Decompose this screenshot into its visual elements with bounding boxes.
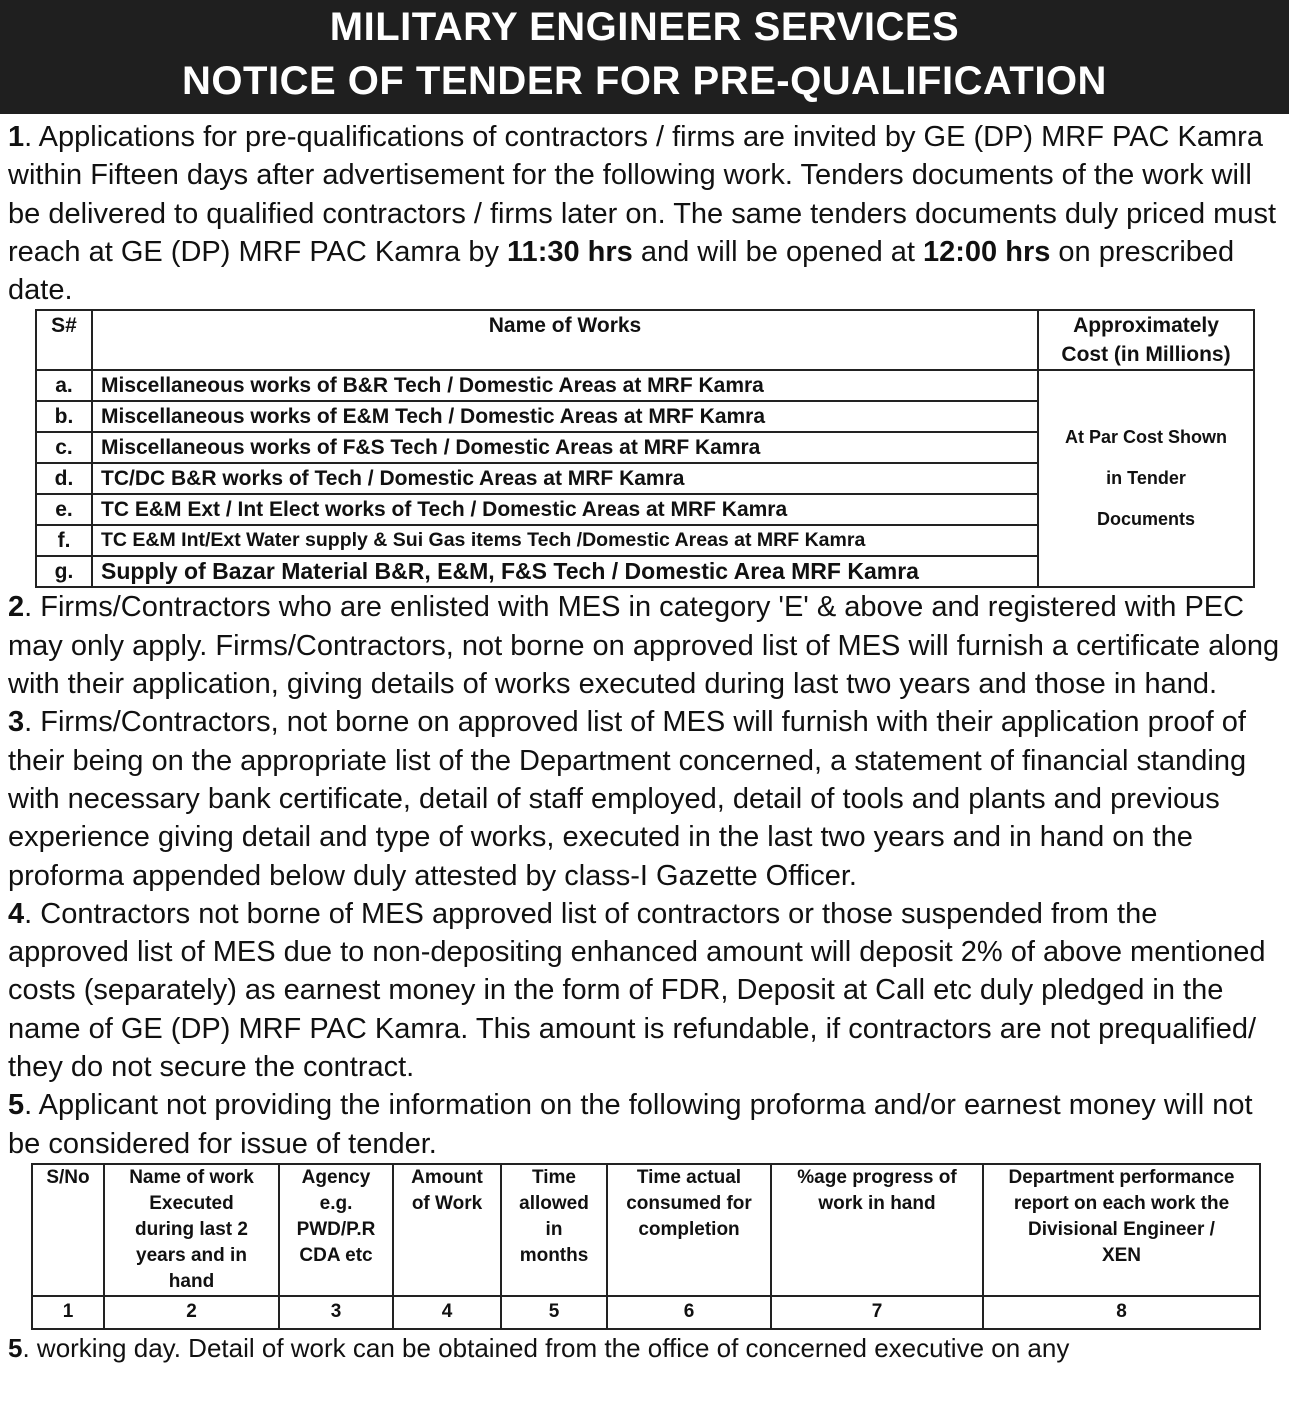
proforma-header: Name of work Executed during last 2 years and in hand (104, 1164, 279, 1296)
paragraph-6-text: . working day. Detail of work can be obtained from the office of concerned executive on any (22, 1332, 1070, 1363)
paragraph-6 (8, 1330, 1281, 1366)
paragraph-5 (8, 1086, 1281, 1163)
work-name: TC/DC B&R works of Tech / Domestic Areas at MRF Kamra (92, 463, 1038, 494)
proforma-number: 6 (607, 1296, 771, 1329)
work-sn: a. (36, 370, 92, 401)
proforma-header: Amount of Work (393, 1164, 501, 1296)
paragraph-4-text: . Contractors not borne of MES approved list of contractors or those suspended from the approved list of MES due to non-depositing enhanced amount will deposit 2% of above mentioned costs (separately) as earnest money in the form of FDR, Deposit at Call etc duly pledged in the name of GE (DP) MRF PAC Kamra. This amount is refundable, if contractors are not prequalified/ they do not secure the contract. (8, 897, 1266, 1084)
work-name: Miscellaneous works of B&R Tech / Domestic Areas at MRF Kamra (92, 370, 1038, 401)
header-title: MILITARY ENGINEER SERVICES (329, 5, 960, 49)
paragraph-3 (8, 703, 1281, 894)
work-sn: e. (36, 494, 92, 525)
paragraph-3-number: 3 (8, 706, 25, 739)
proforma-number: 5 (501, 1296, 607, 1329)
work-sn: g. (36, 556, 92, 587)
cost-note-line3: Documents (1096, 509, 1195, 530)
proforma-number: 7 (771, 1296, 983, 1329)
cost-note (1038, 370, 1254, 587)
works-header-name: Name of Works (92, 310, 1038, 370)
proforma-header: Department performance report on each work the Divisional Engineer / XEN (983, 1164, 1260, 1296)
paragraph-2-number: 2 (8, 591, 25, 624)
work-sn: b. (36, 401, 92, 432)
proforma-header: Agency e.g. PWD/P.R CDA etc (279, 1164, 393, 1296)
opening-time: 12:00 hrs (923, 235, 1051, 268)
cost-note-line2: in Tender (1106, 468, 1186, 489)
paragraph-2-text: . Firms/Contractors who are enlisted with MES in category 'E' & above and registered with PEC may only apply. Firms/Contractors, not borne on approved list of MES will furnish a certificate along with their application, giving details of works executed during last two years and those in hand. (8, 591, 1280, 701)
paragraph-1-number: 1 (8, 121, 25, 153)
notice-header (0, 0, 1289, 114)
paragraph-4 (8, 895, 1281, 1086)
paragraph-3-text: . Firms/Contractors, not borne on approved list of MES will furnish with their application proof of their being on the appropriate list of the Department concerned, a statement of financial standing with necessary bank certificate, detail of staff employed, detail of tools and plants and previous experience giving detail and type of works, executed in the last two years and in hand on the proforma appended below duly attested by class-I Gazette Officer. (8, 706, 1247, 892)
paragraph-4-number: 4 (8, 897, 25, 930)
paragraph-6-number: 5 (8, 1332, 23, 1363)
proforma-header: Time actual consumed for completion (607, 1164, 771, 1296)
proforma-table (31, 1163, 1261, 1330)
proforma-header-row (32, 1164, 1260, 1296)
table-row (36, 370, 1254, 401)
work-name: TC E&M Ext / Int Elect works of Tech / Domestic Areas at MRF Kamra (92, 494, 1038, 525)
proforma-number-row (32, 1296, 1260, 1329)
proforma-header: S/No (32, 1164, 104, 1296)
proforma-header: Time allowed in months (501, 1164, 607, 1296)
work-name: Supply of Bazar Material B&R, E&M, F&S Tech / Domestic Area MRF Kamra (92, 556, 1038, 587)
works-header-cost-line2: Cost (in Millions) (1061, 343, 1231, 367)
paragraph-1 (8, 118, 1281, 309)
paragraph-5-number: 5 (8, 1089, 25, 1122)
work-sn: d. (36, 463, 92, 494)
paragraph-5-text: . Applicant not providing the information on the following proforma and/or earnest money will not be considered for issue of tender. (8, 1089, 1253, 1160)
paragraph-2 (8, 588, 1281, 703)
paragraph-1-text-c: on prescribed date. (8, 235, 1235, 307)
works-header-sn: S# (36, 310, 92, 370)
works-header-cost (1038, 310, 1254, 370)
submission-time: 11:30 hrs (507, 235, 633, 268)
proforma-number: 3 (279, 1296, 393, 1329)
proforma-number: 4 (393, 1296, 501, 1329)
cost-note-line1: At Par Cost Shown (1064, 427, 1227, 448)
proforma-header: %age progress of work in hand (771, 1164, 983, 1296)
work-name: TC E&M Int/Ext Water supply & Sui Gas items Tech /Domestic Areas at MRF Kamra (92, 525, 1038, 556)
header-subtitle: NOTICE OF TENDER FOR PRE-QUALIFICATION (182, 59, 1107, 103)
work-name: Miscellaneous works of E&M Tech / Domestic Areas at MRF Kamra (92, 401, 1038, 432)
works-header-cost-line1: Approximately (1073, 314, 1219, 338)
proforma-number: 8 (983, 1296, 1260, 1329)
work-name: Miscellaneous works of F&S Tech / Domestic Areas at MRF Kamra (92, 432, 1038, 463)
work-sn: c. (36, 432, 92, 463)
works-table-header-row (36, 310, 1254, 370)
work-sn: f. (36, 525, 92, 556)
paragraph-1-text-b: and will be opened at (632, 235, 924, 268)
works-table (35, 309, 1255, 588)
proforma-number: 2 (104, 1296, 279, 1329)
paragraph-1-text-a: . Applications for pre-qualifications of contractors / firms are invited by GE (DP) MRF PAC Kamra within Fifteen days after advertisement for the following work. Tenders documents of the work will be delivered to qualified contractors / firms later on. The same tenders documents duly priced must reach at GE (DP) MRF PAC Kamra by (8, 121, 1277, 268)
proforma-number: 1 (32, 1296, 104, 1329)
